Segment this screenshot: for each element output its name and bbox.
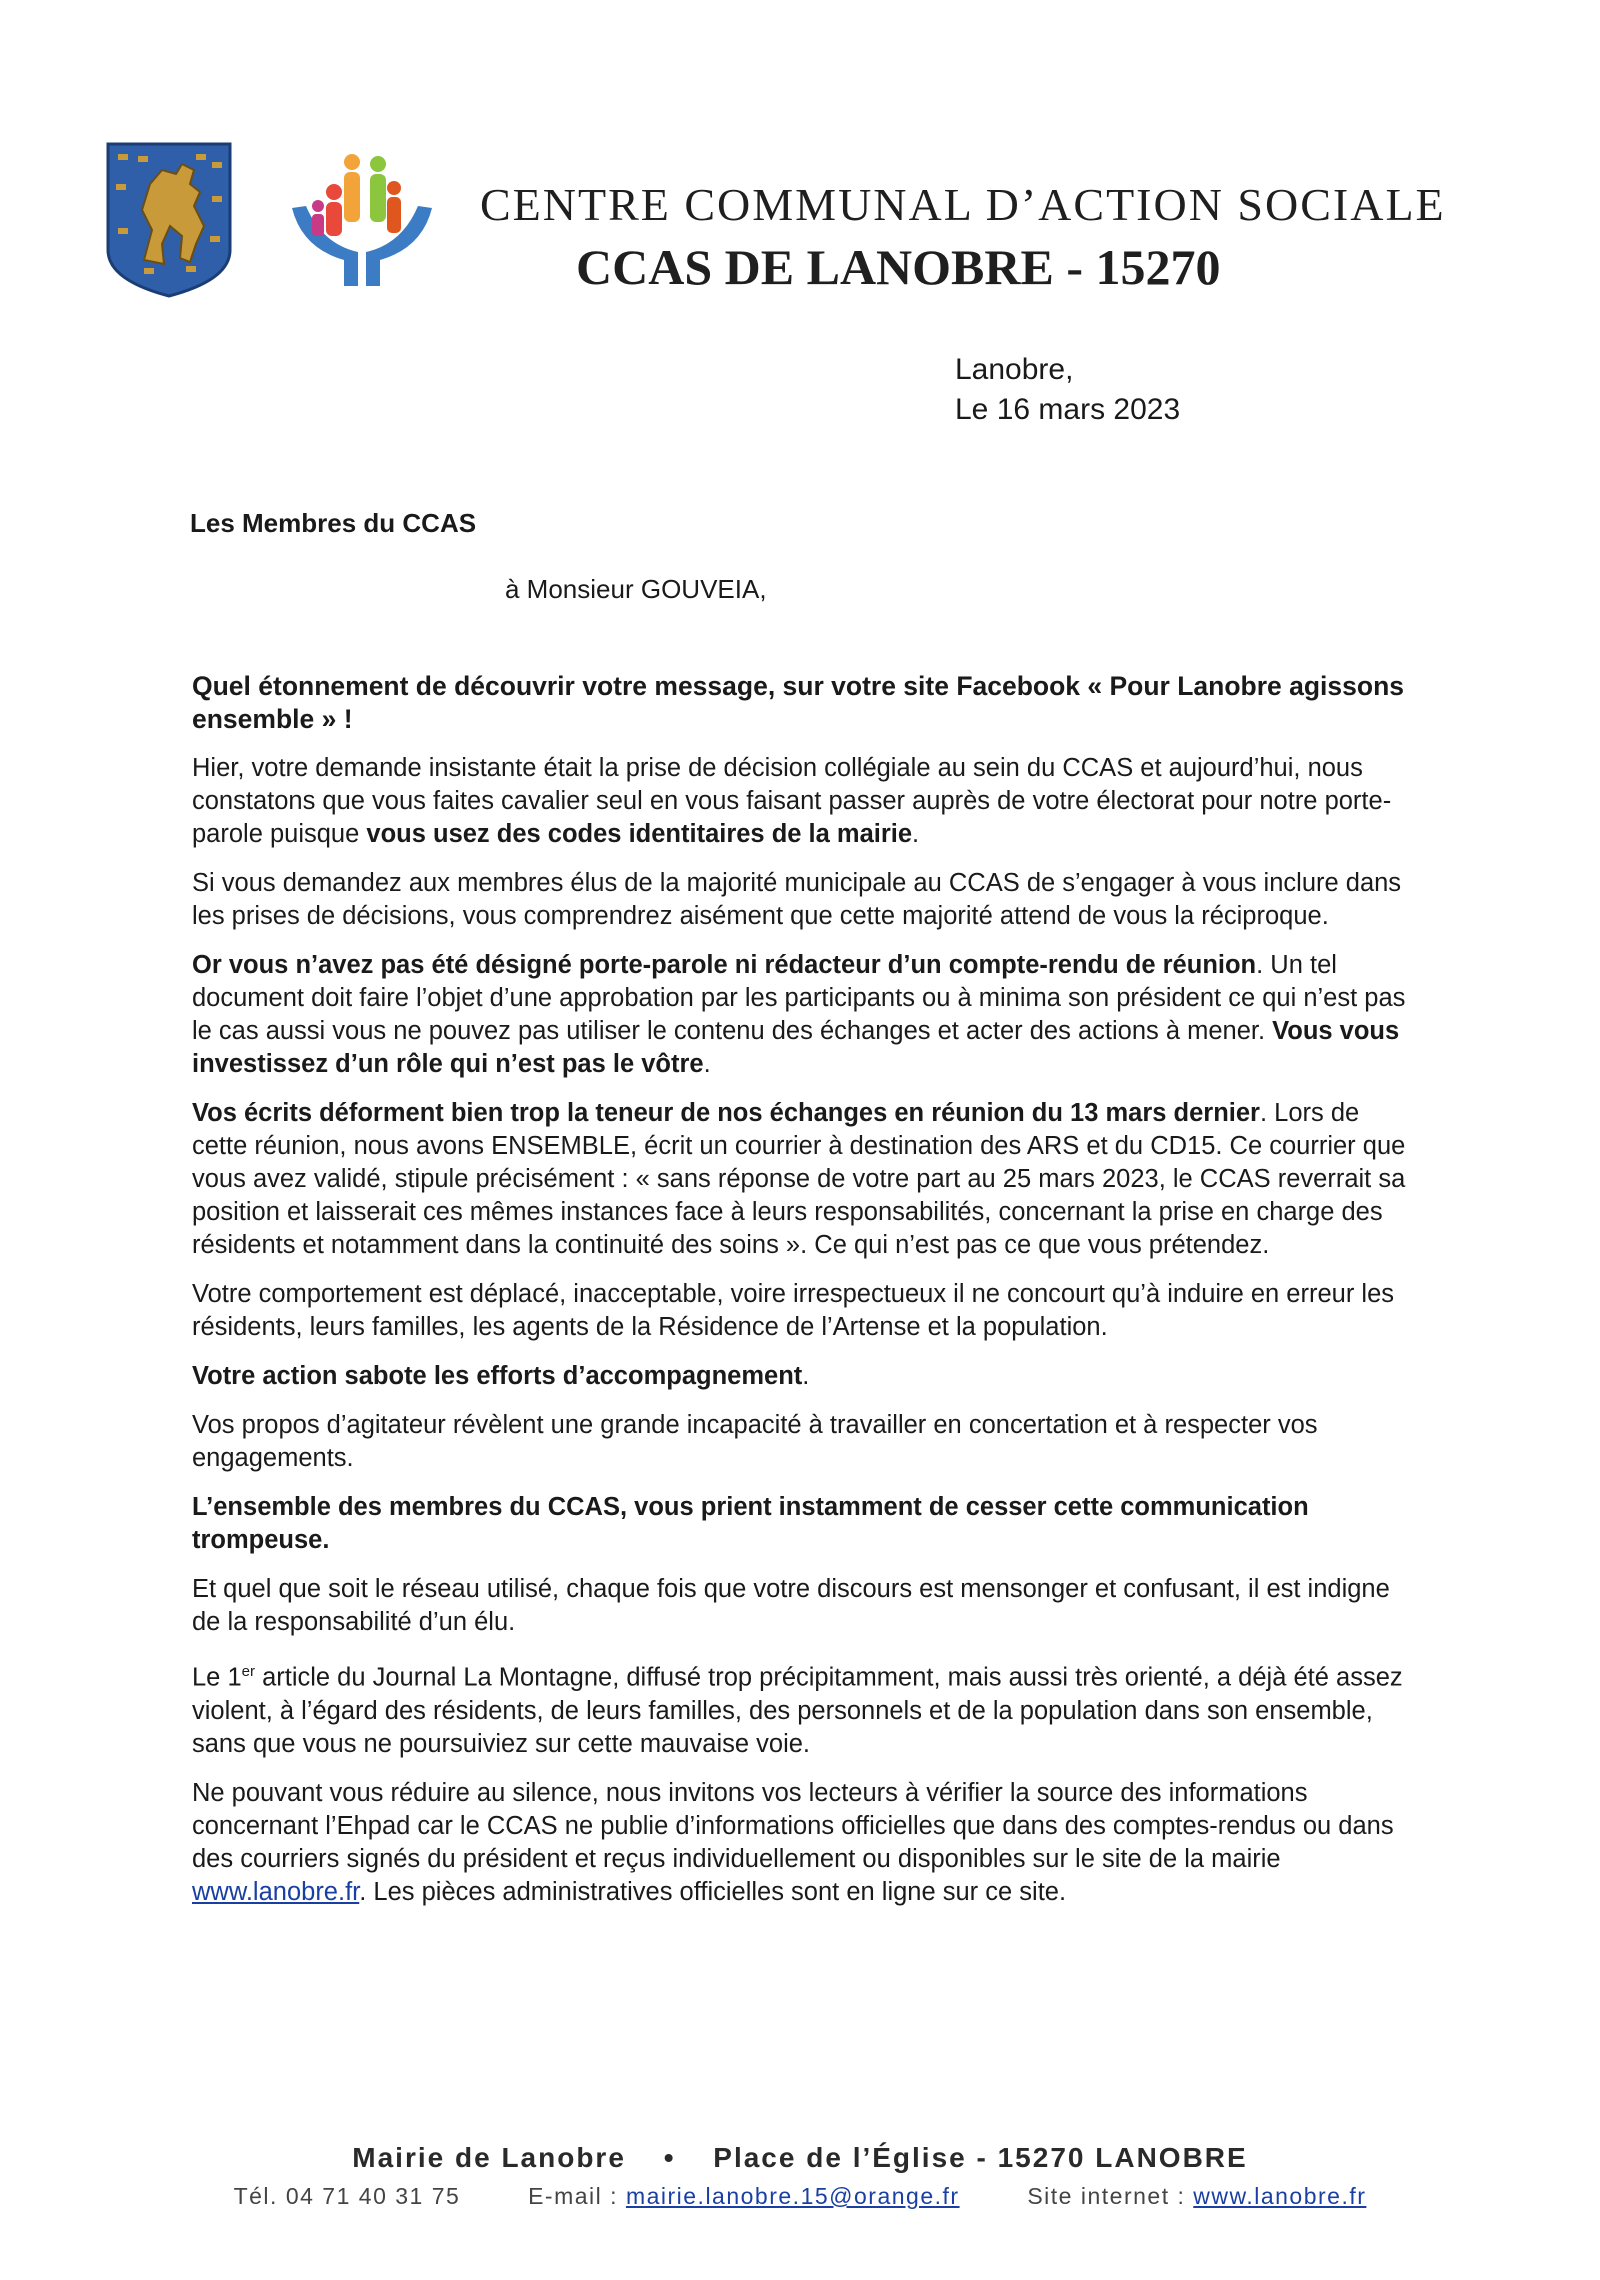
paragraph-11: Ne pouvant vous réduire au silence, nous invitons vos lecteurs à vérifier la source des informations concernant l’Ehpad car le CCAS ne publie d’informations officielles que dans des comptes-rendus ou dans des courriers signés du président et reçus individuellement ou disponibles sur le site de la mairie www.lanobre.fr. Les pièces administratives officielles sont en ligne sur ce site. <box>192 1778 1394 1906</box>
footer-contact-line <box>0 2183 1600 2210</box>
paragraph-5: Votre comportement est déplacé, inacceptable, voire irrespectueux il ne concourt qu’à induire en erreur les résidents, leurs familles, les agents de la Résidence de l’Artense et la population. <box>192 1280 1394 1341</box>
footer-site-label: Site internet : <box>1027 2183 1186 2209</box>
footer-address-line <box>0 2142 1600 2174</box>
paragraph-7: Vos propos d’agitateur révèlent une grande incapacité à travailler en concertation et à respecter vos engagements. <box>192 1411 1318 1472</box>
paragraph-3: Or vous n’avez pas été désigné porte-parole ni rédacteur d’un compte-rendu de réunion. Un tel document doit faire l’objet d’une approbation par les participants ou à minima son président ce qui n’est pas le cas aussi vous ne pouvez pas utiliser le contenu des échanges et acter des actions à mener. Vous vous investissez d’un rôle qui n’est pas le vôtre. <box>192 951 1406 1078</box>
lanobre-website-link[interactable]: www.lanobre.fr <box>192 1877 360 1906</box>
footer-separator: • <box>663 2142 676 2173</box>
ccas-family-hands-logo <box>282 148 442 288</box>
footer-phone: Tél. 04 71 40 31 75 <box>233 2183 461 2209</box>
letter-body <box>192 670 1417 1925</box>
place-date-block <box>955 350 1180 430</box>
footer-site-link[interactable]: www.lanobre.fr <box>1193 2183 1367 2209</box>
intro-paragraph: Quel étonnement de découvrir votre message, sur votre site Facebook « Pour Lanobre agissons ensemble » ! <box>192 671 1404 734</box>
recipient: à Monsieur GOUVEIA, <box>505 574 767 604</box>
footer-address: Place de l’Église - 15270 LANOBRE <box>713 2142 1248 2173</box>
paragraph-6: Votre action sabote les efforts d’accompagnement. <box>192 1362 810 1390</box>
sender: Les Membres du CCAS <box>190 508 477 538</box>
footer-email-link[interactable]: mairie.lanobre.15@orange.fr <box>625 2183 960 2209</box>
paragraph-1: Hier, votre demande insistante était la prise de décision collégiale au sein du CCAS et aujourd’hui, nous constatons que vous faites cavalier seul en vous faisant passer auprès de votre électorat pour notre porte-parole puisque vous usez des codes identitaires de la mairie. <box>192 754 1392 848</box>
letter-date: Le 16 mars 2023 <box>955 393 1181 426</box>
organization-title: CENTRE COMMUNAL D’ACTION SOCIALE <box>480 179 1446 230</box>
paragraph-10: Le 1er article du Journal La Montagne, diffusé trop précipitamment, mais aussi très orienté, a déjà été assez violent, à l’égard des résidents, de leurs familles, des personnels et de la population dans son ensemble, sans que vous ne poursuiviez sur cette mauvaise voie. <box>192 1663 1403 1758</box>
paragraph-8: L’ensemble des membres du CCAS, vous prient instamment de cesser cette communication trompeuse. <box>192 1493 1309 1554</box>
organization-subtitle: CCAS DE LANOBRE - 15270 <box>576 239 1221 295</box>
footer-mairie: Mairie de Lanobre <box>352 2142 626 2173</box>
footer-email-label: E-mail : <box>528 2183 619 2209</box>
paragraph-9: Et quel que soit le réseau utilisé, chaque fois que votre discours est mensonger et confusant, il est indigne de la responsabilité d’un élu. <box>192 1575 1390 1636</box>
coat-of-arms-icon <box>104 140 234 300</box>
place: Lanobre, <box>955 353 1074 386</box>
paragraph-4: Vos écrits déforment bien trop la teneur de nos échanges en réunion du 13 mars dernier. Lors de cette réunion, nous avons ENSEMBLE, écrit un courrier à destination des ARS et du CD15. Ce courrier que vous avez validé, stipule précisément : « sans réponse de votre part au 25 mars 2023, le CCAS reverrait sa position et laisserait ces mêmes instances face à leurs responsabilités, concernant la prise en charge des résidents et notamment dans la continuité des soins ». Ce qui n’est pas ce que vous prétendez. <box>192 1099 1406 1259</box>
paragraph-2: Si vous demandez aux membres élus de la majorité municipale au CCAS de s’engager à vous inclure dans les prises de décisions, vous comprendrez aisément que cette majorité attend de vous la réciproque. <box>192 869 1402 930</box>
